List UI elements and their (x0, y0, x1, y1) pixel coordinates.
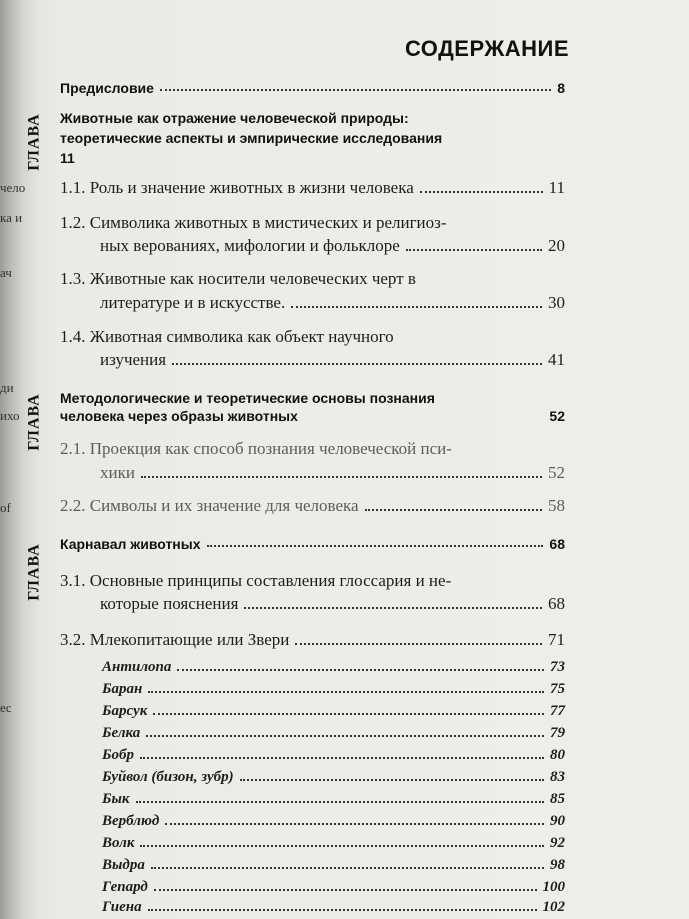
dot-leader (140, 757, 544, 759)
toc-entry-2-1[interactable] (60, 436, 565, 461)
chapter-1-tab (20, 100, 50, 184)
toc-entry-label: 2.1. Проекция как способ познания человеческой пси- (60, 439, 452, 458)
chapter-title-line: Животные как отражение человеческой природы: (60, 110, 409, 126)
spacer (304, 417, 544, 419)
toc-entry-page: 20 (548, 236, 565, 255)
dot-leader (140, 845, 544, 847)
toc-entry-page: 8 (557, 80, 565, 96)
toc-entry-1-4-continuation[interactable] (60, 350, 565, 370)
dot-leader (244, 607, 542, 609)
toc-entry-page: 71 (548, 630, 565, 649)
dot-leader (148, 909, 537, 911)
chapter-2-tab (20, 380, 50, 464)
toc-entry-page: 58 (548, 496, 565, 515)
page-edge-fragment: of (0, 500, 11, 515)
dot-leader (240, 779, 544, 781)
toc-entry-label: Бобр (102, 747, 135, 763)
dot-leader (172, 363, 542, 365)
toc-entry-label: Гепард (102, 879, 148, 895)
toc-entry-label: Верблюд (102, 813, 160, 829)
toc-entry-page: 102 (542, 899, 565, 915)
toc-entry-1-2-continuation[interactable] (60, 236, 565, 256)
toc-entry-3-2[interactable] (60, 630, 565, 650)
toc-entry-animal[interactable] (60, 899, 565, 916)
dot-leader (153, 713, 544, 715)
toc-entry-preface[interactable] (60, 80, 565, 96)
toc-entry-page: 52 (548, 463, 565, 482)
toc-entry-page: 75 (550, 681, 565, 697)
page-edge-fragment: ач (0, 265, 12, 280)
chapter-label: ГЛАВА (26, 113, 43, 171)
toc-entry-label: Баран (102, 681, 143, 697)
dot-leader (365, 509, 542, 511)
page-edge-fragment: ди (0, 380, 14, 395)
toc-entry-animal[interactable] (60, 659, 565, 676)
toc-entry-label: Гиена (102, 899, 142, 915)
toc-entry-3-1-continuation[interactable] (60, 594, 565, 614)
chapter-page-number: 68 (549, 536, 565, 552)
toc-entry-label: Белка (102, 725, 141, 741)
toc-entry-label: Предисловие (60, 80, 154, 96)
dot-leader (406, 249, 542, 251)
toc-entry-label: хики (100, 463, 135, 482)
toc-entry-page: 73 (550, 659, 565, 675)
toc-entry-page: 30 (548, 293, 565, 312)
toc-entry-animal[interactable] (60, 747, 565, 764)
page-edge-fragment: ка и (0, 210, 23, 225)
dot-leader (295, 643, 542, 645)
chapter-title-line: теоретические аспекты и эмпирические исследования (60, 130, 443, 146)
toc-entry-page: 68 (548, 594, 565, 613)
toc-entry-label: Бык (102, 791, 130, 807)
toc-entry-page: 98 (550, 857, 565, 873)
chapter-title-line: Методологические и теоретические основы познания (60, 390, 435, 406)
toc-entry-1-3-continuation[interactable] (60, 293, 565, 313)
chapter-label: ГЛАВА (26, 393, 43, 451)
toc-entry-page: 92 (550, 835, 565, 851)
toc-entry-1-3[interactable] (60, 266, 565, 291)
toc-entry-label: Буйвол (бизон, зубр) (102, 769, 234, 785)
toc-entry-label: 1.2. Символика животных в мистических и религиоз- (60, 213, 447, 232)
toc-entry-2-2[interactable] (60, 496, 565, 516)
toc-entry-animal[interactable] (60, 725, 565, 742)
toc-entry-page: 83 (550, 769, 565, 785)
toc-entry-page: 77 (550, 703, 565, 719)
toc-entry-page: 11 (548, 178, 565, 197)
toc-entry-label: 1.3. Животные как носители человеческих черт в (60, 269, 416, 288)
toc-entry-label: Антилопа (102, 659, 172, 675)
toc-entry-1-1[interactable] (60, 178, 565, 198)
toc-entry-page: 79 (550, 725, 565, 741)
toc-entry-label: Волк (102, 835, 135, 851)
toc-entry-animal[interactable] (60, 791, 565, 808)
toc-entry-1-4[interactable] (60, 324, 565, 349)
page-edge-fragment: ихо (0, 408, 20, 423)
page-edge-fragment: чело (0, 180, 26, 195)
dot-leader (154, 889, 537, 891)
page-edge-fragment: ec (0, 700, 12, 715)
toc-entry-label: 1.1. Роль и значение животных в жизни человека (60, 178, 414, 197)
toc-entry-animal[interactable] (60, 681, 565, 698)
toc-entry-1-2[interactable] (60, 210, 565, 235)
dot-leader (291, 306, 542, 308)
toc-entry-2-1-continuation[interactable] (60, 463, 565, 483)
chapter-2-heading-continuation[interactable] (60, 408, 565, 424)
toc-entry-animal[interactable] (60, 835, 565, 852)
toc-entry-label: 3.2. Млекопитающие или Звери (60, 630, 290, 649)
toc-entry-label: ных верованиях, мифологии и фольклоре (100, 236, 400, 255)
toc-entry-animal[interactable] (60, 813, 565, 830)
dot-leader (420, 191, 543, 193)
toc-entry-label: Барсук (102, 703, 148, 719)
dot-leader (146, 735, 544, 737)
toc-entry-3-1[interactable] (60, 568, 565, 593)
chapter-3-tab (20, 530, 50, 614)
toc-entry-page: 80 (550, 747, 565, 763)
chapter-3-heading[interactable] (60, 536, 565, 552)
dot-leader (207, 545, 544, 547)
chapter-page-number: 11 (60, 150, 75, 166)
chapter-2-heading[interactable] (60, 388, 565, 408)
chapter-title-line: человека через образы животных (60, 408, 298, 424)
chapter-label: ГЛАВА (26, 543, 43, 601)
toc-entry-label: литературе и в искусстве. (100, 293, 286, 312)
toc-entry-label: изучения (100, 350, 167, 369)
toc-entry-label: Выдра (102, 857, 145, 873)
toc-entry-page: 85 (550, 791, 565, 807)
page-title: СОДЕРЖАНИЕ (404, 36, 569, 61)
toc-entry-animal[interactable] (60, 879, 565, 896)
dot-leader (160, 89, 551, 91)
dot-leader (177, 669, 544, 671)
chapter-page-number: 52 (549, 408, 565, 424)
toc-entry-animal[interactable] (60, 703, 565, 720)
dot-leader (151, 867, 544, 869)
toc-entry-animal[interactable] (60, 857, 565, 874)
dot-leader (148, 691, 544, 693)
toc-entry-page: 90 (550, 813, 565, 829)
chapter-title-line: Карнавал животных (60, 536, 201, 552)
dot-leader (141, 476, 542, 478)
chapter-1-heading[interactable] (60, 108, 565, 168)
toc-entry-page: 41 (548, 350, 565, 369)
toc-entry-label: 3.1. Основные принципы составления глоссария и не- (60, 571, 452, 590)
dot-leader (165, 823, 544, 825)
toc-entry-label: которые пояснения (100, 594, 239, 613)
dot-leader (136, 801, 544, 803)
toc-entry-animal[interactable] (60, 769, 565, 786)
toc-entry-label: 1.4. Животная символика как объект научного (60, 327, 394, 346)
toc-entry-label: 2.2. Символы и их значение для человека (60, 496, 359, 515)
toc-entry-page: 100 (542, 879, 565, 895)
